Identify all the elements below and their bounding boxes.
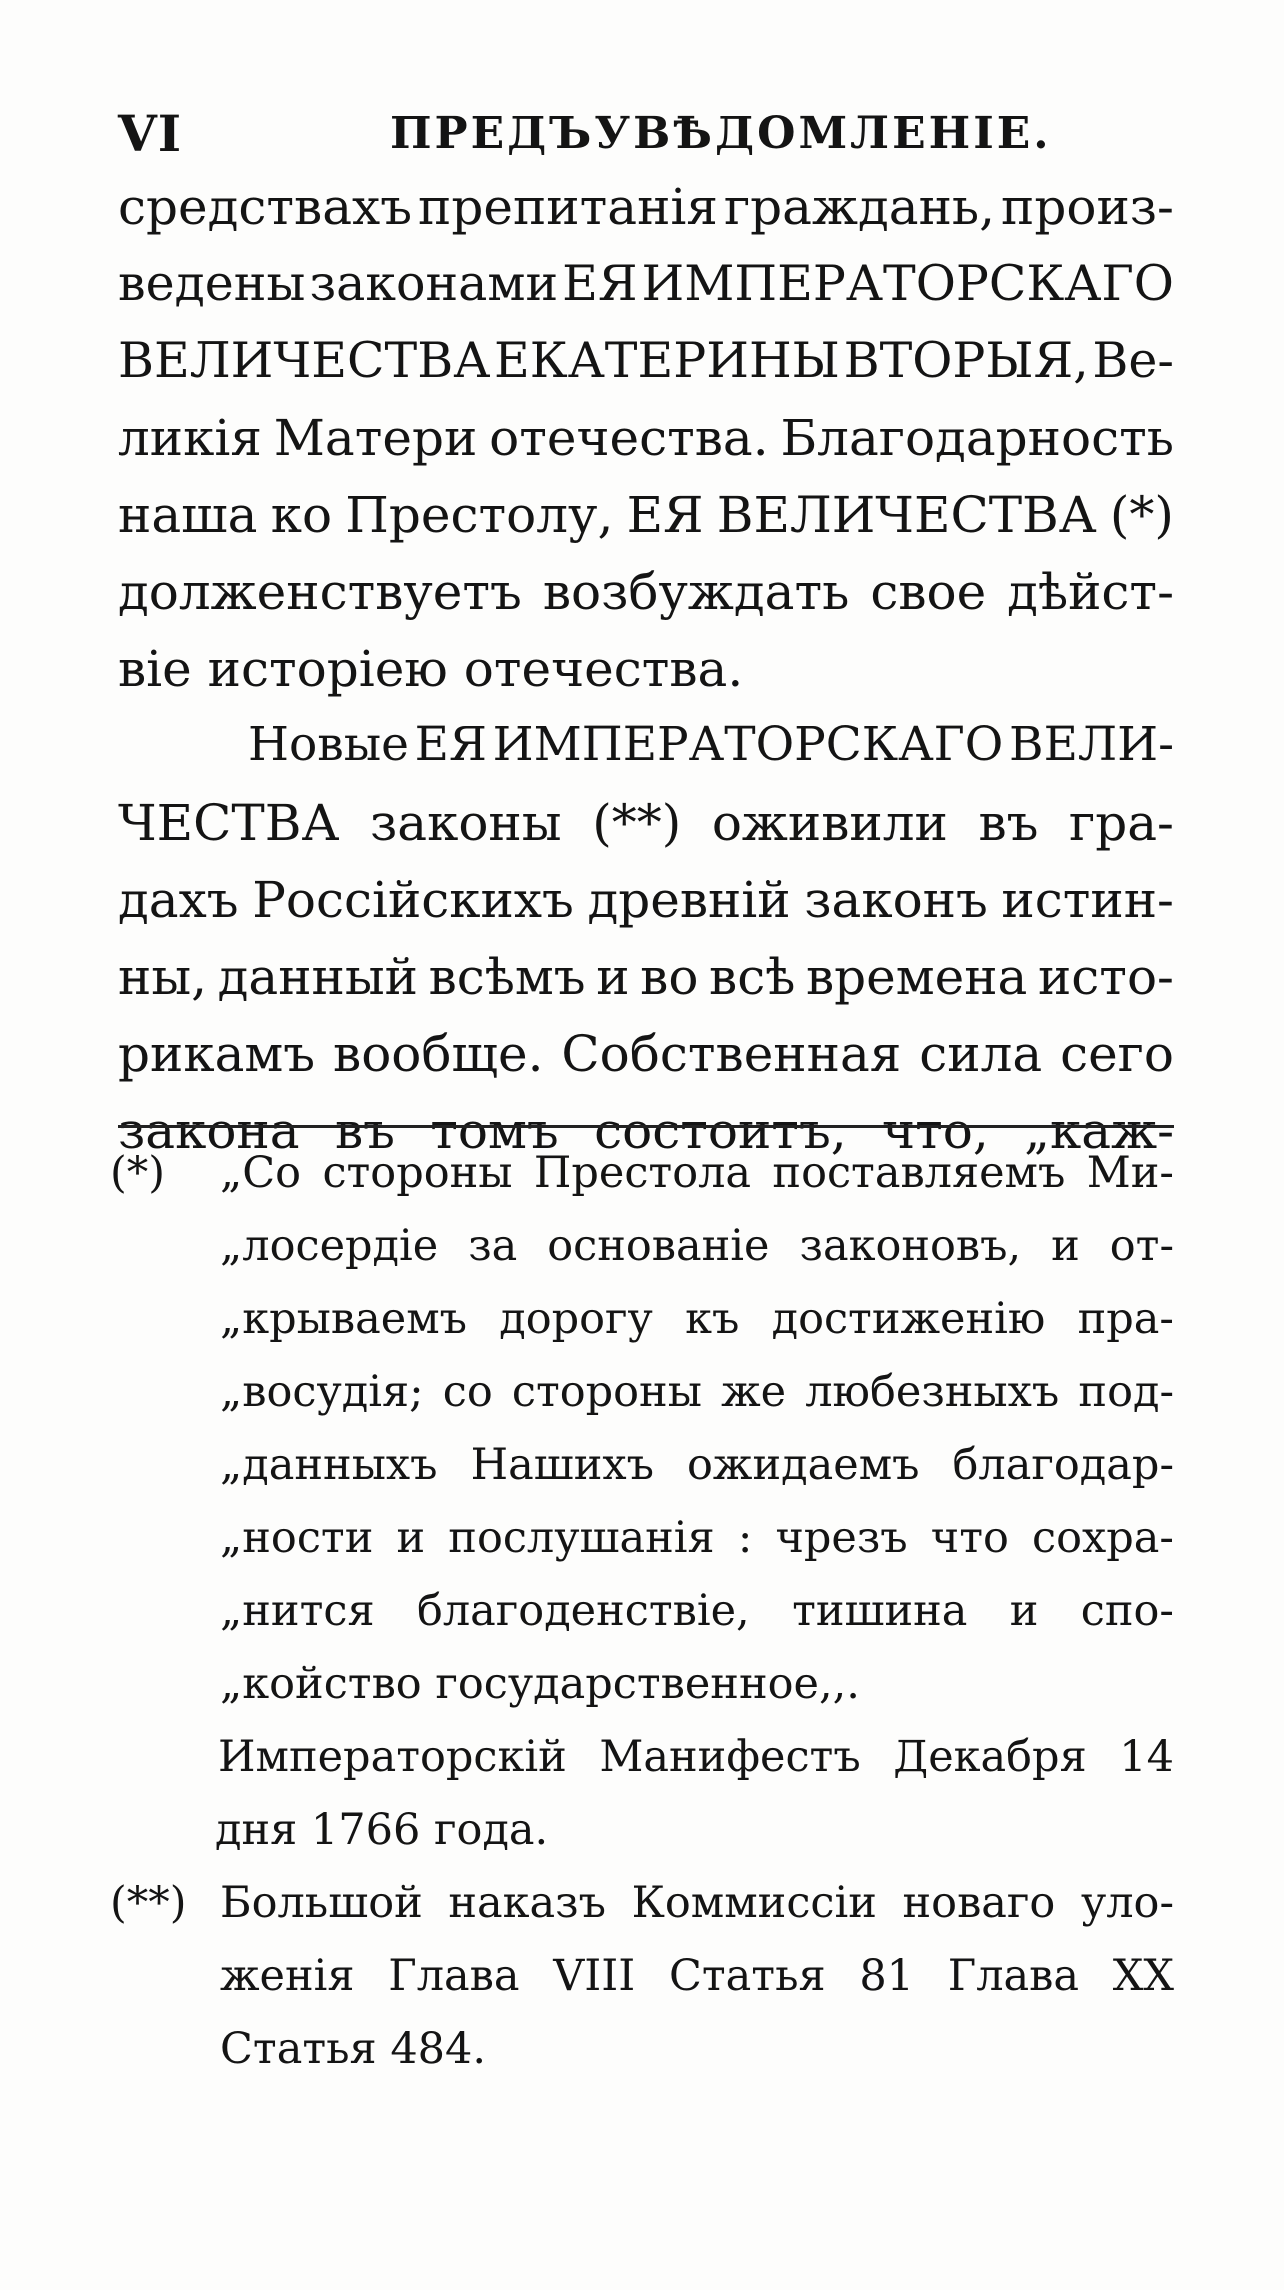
word: ЕЯ [626, 486, 704, 544]
footnote-source-line [110, 1732, 1174, 1805]
word: ЕЯ [562, 255, 638, 312]
word: во [640, 948, 699, 1006]
word: „лосердіе [220, 1221, 439, 1271]
word: къ [685, 1294, 740, 1344]
word: „данныхъ [220, 1440, 438, 1490]
footnote-line [110, 1586, 1174, 1659]
word: тишина [792, 1586, 968, 1636]
word: рикамъ [118, 1025, 316, 1083]
word: законовъ, [799, 1221, 1022, 1271]
word: законами [309, 255, 559, 312]
footnote-marker: (*) [110, 1148, 166, 1198]
footnote-line: Статья 484. [220, 2024, 487, 2074]
word: Коммиссіи [631, 1878, 877, 1928]
word: же [721, 1367, 787, 1417]
main-text [118, 178, 1174, 1179]
word: 81 [859, 1951, 915, 2001]
word: возбуждать [542, 563, 850, 621]
word: ВЕЛИЧЕСТВА [716, 486, 1097, 544]
word: сохра- [1032, 1513, 1174, 1563]
word: долженствуетъ [118, 563, 522, 621]
footnotes [110, 1148, 1174, 2097]
word: Собственная [561, 1025, 902, 1083]
body-line [118, 486, 1174, 563]
word: ИМПЕРАТОРСКАГО [492, 717, 1004, 772]
body-line [118, 871, 1174, 948]
word: Матери [273, 409, 478, 467]
word: и [396, 1513, 426, 1563]
word: и [1051, 1221, 1080, 1271]
footnote-line [110, 1294, 1174, 1367]
word: (**) [592, 794, 682, 852]
word: VIII [553, 1951, 636, 2001]
word: сила [919, 1025, 1043, 1083]
word: въ [978, 794, 1039, 852]
body-line: віе исторіею отечества. [118, 640, 744, 698]
word: исто- [1037, 948, 1174, 1006]
footnote-line [110, 1513, 1174, 1586]
word: за [468, 1221, 518, 1271]
footnote-text [220, 1148, 1174, 1198]
word: ны, [118, 948, 208, 1006]
word: произ- [1001, 178, 1174, 236]
word: поставляемъ [772, 1148, 1066, 1198]
word: ожидаемъ [687, 1440, 920, 1490]
word: граждань, [723, 178, 996, 236]
word: чрезъ [775, 1513, 908, 1563]
word: дорогу [499, 1294, 653, 1344]
body-line [118, 409, 1174, 486]
word: томъ [430, 1102, 559, 1160]
word: законы [370, 794, 562, 852]
word: Ве- [1092, 332, 1174, 389]
word: и [596, 948, 630, 1006]
word: „крываемъ [220, 1294, 467, 1344]
word: Манифестъ [599, 1732, 861, 1782]
word: : [737, 1513, 753, 1563]
word: времена [805, 948, 1028, 1006]
footnote-line [110, 1878, 1174, 1951]
word: средствахъ [118, 178, 413, 236]
footnote-line [110, 1367, 1174, 1440]
word: препитанія [418, 178, 718, 236]
word: спо- [1080, 1586, 1174, 1636]
word: Ми- [1086, 1148, 1174, 1198]
body-line [118, 794, 1174, 871]
running-title: ПРЕДЪУВѢДОМЛЕНІЕ. [390, 108, 1052, 159]
word: „каж- [1024, 1102, 1174, 1160]
word: отечества. [489, 409, 769, 467]
word: „восудія; [220, 1367, 424, 1417]
body-line [118, 255, 1174, 332]
word: Декабря [893, 1732, 1087, 1782]
word: Императорскій [218, 1732, 567, 1782]
word: Благодарность [780, 409, 1174, 467]
word: сего [1060, 1025, 1174, 1083]
word: оживили [711, 794, 948, 852]
word: ВЕЛИЧЕСТВА [118, 332, 491, 389]
word: данный [217, 948, 418, 1006]
word: вообще. [333, 1025, 544, 1083]
word: (*) [1109, 486, 1174, 544]
word: Глава [947, 1951, 1080, 2001]
word: со [442, 1367, 493, 1417]
word: уло- [1080, 1878, 1174, 1928]
word: пра- [1077, 1294, 1174, 1344]
word: истин- [1001, 871, 1174, 929]
word: Россійскихъ [252, 871, 574, 929]
footnote-line [110, 1440, 1174, 1513]
word: ко [270, 486, 333, 544]
word: въ [334, 1102, 395, 1160]
word: свое [870, 563, 987, 621]
word: ЕКАТЕРИНЫ [494, 332, 840, 389]
word: Новые [248, 717, 409, 772]
word: Нашихъ [470, 1440, 654, 1490]
word: и [1009, 1586, 1039, 1636]
word: 14 [1119, 1732, 1174, 1782]
body-line [118, 717, 1174, 794]
word: древній [587, 871, 791, 929]
body-line [118, 178, 1174, 255]
word: наказъ [448, 1878, 606, 1928]
word: XX [1112, 1951, 1174, 2001]
footnote-line [110, 1221, 1174, 1294]
word: ЧЕСТВА [118, 794, 340, 852]
word: всѣмъ [428, 948, 586, 1006]
word: дѣйст- [1007, 563, 1174, 621]
word: стороны [511, 1367, 702, 1417]
footnote-line [110, 1951, 1174, 2024]
word: благоденствіе, [416, 1586, 750, 1636]
word: ЕЯ [414, 717, 487, 772]
word: достиженію [771, 1294, 1046, 1344]
word: ведены [118, 255, 306, 312]
word: всѣ [709, 948, 796, 1006]
body-line [118, 563, 1174, 640]
word: гра- [1069, 794, 1174, 852]
body-line [118, 1025, 1174, 1102]
word: Статья [668, 1951, 826, 2001]
word: состоитъ, [594, 1102, 847, 1160]
footnote-marker: (**) [110, 1878, 187, 1928]
word: „ности [220, 1513, 374, 1563]
word: наша [118, 486, 258, 544]
footnote-text [220, 1878, 1174, 1928]
word: что, [882, 1102, 989, 1160]
footnote-line: „койство государственное,,. [220, 1659, 860, 1709]
word: „нится [220, 1586, 375, 1636]
footnote-line [110, 1148, 1174, 1221]
page-number: VI [118, 104, 183, 163]
word: ликія [118, 409, 262, 467]
word: закона [118, 1102, 300, 1160]
word: „Со [220, 1148, 302, 1198]
word: стороны [322, 1148, 513, 1198]
word: ВТОРЫЯ, [843, 332, 1089, 389]
word: законъ [804, 871, 988, 929]
word: под- [1078, 1367, 1174, 1417]
word: послушанія [448, 1513, 715, 1563]
word: любезныхъ [805, 1367, 1060, 1417]
footnote-source-line: дня 1766 года. [215, 1805, 549, 1855]
body-line [118, 948, 1174, 1025]
word: дахъ [118, 871, 239, 929]
word: от- [1109, 1221, 1174, 1271]
page-header [118, 104, 1178, 174]
word: основаніе [547, 1221, 770, 1271]
word: Престолу, [345, 486, 614, 544]
word: Большой [220, 1878, 423, 1928]
word: ИМПЕРАТОРСКАГО [641, 255, 1174, 312]
footnote-divider [118, 1125, 1174, 1128]
word: женія [220, 1951, 355, 2001]
body-line [118, 332, 1174, 409]
word: благодар- [952, 1440, 1174, 1490]
word: ВЕЛИ- [1009, 717, 1174, 772]
word: Престола [533, 1148, 752, 1198]
word: новаго [902, 1878, 1056, 1928]
word: Глава [388, 1951, 520, 2001]
word: что [930, 1513, 1009, 1563]
